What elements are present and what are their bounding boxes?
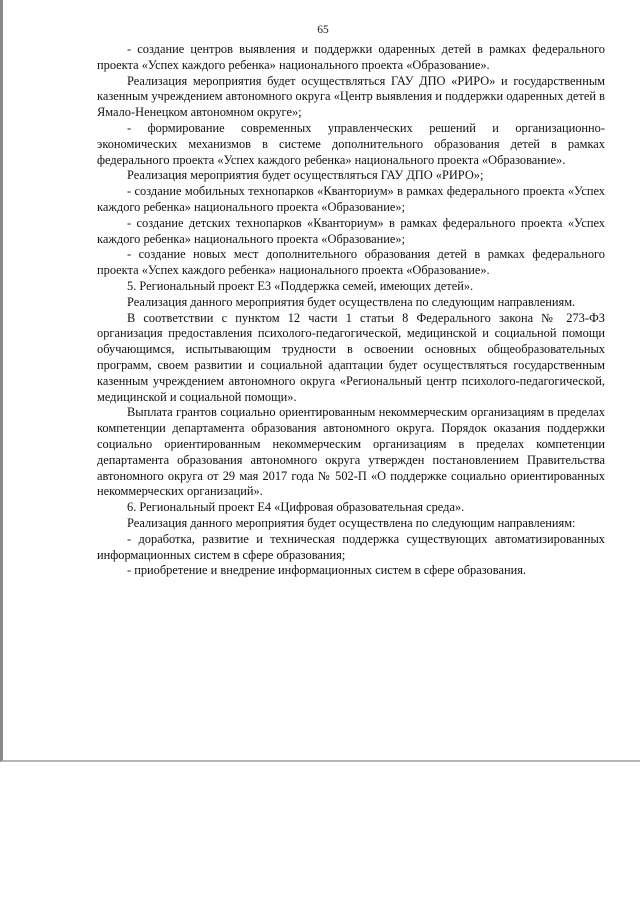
paragraph: Реализация мероприятия будет осуществляться ГАУ ДПО «РИРО»; (127, 168, 484, 183)
paragraph: - приобретение и внедрение информационных систем в сфере образования. (127, 563, 526, 578)
paragraph: - создание детских технопарков «Кванториум» в рамках федерального проекта «Успех каждого ребенка» национального проекта «Образование»; (97, 215, 605, 246)
paragraph: - доработка, развитие и техническая поддержка существующих автоматизированных информационных систем в сфере образования; (97, 531, 605, 562)
paragraph: - формирование современных управленческих решений и организационно-экономических механизмов в системе дополнительного образования детей в рамках федерального проекта «Успех каждого ребенка» национального проекта «Образование». (97, 120, 605, 167)
page-body (97, 42, 605, 579)
paragraph: Реализация данного мероприятия будет осуществлена по следующим направлениям. (127, 294, 576, 309)
paragraph: - создание центров выявления и поддержки одаренных детей в рамках федерального проекта «Успех каждого ребенка» национального проекта «Образование». (97, 42, 605, 72)
paragraph: Реализация мероприятия будет осуществляться ГАУ ДПО «РИРО» и государственным казенным учреждением автономного округа «Центр выявления и поддержки одаренных детей в Ямало-Ненецком автономном округе»; (97, 73, 605, 120)
page-number: 65 (317, 24, 329, 36)
paragraph: Реализация данного мероприятия будет осуществлена по следующим направлениям: (127, 515, 576, 530)
paragraph: В соответствии с пунктом 12 части 1 статьи 8 Федерального закона № 273-ФЗ организация предоставления психолого-педагогической, медицинской и социальной помощи обучающимся, испытывающим трудности в освоении основных общеобразовательных программ, своем развитии и социальной адаптации будет осуществляться государственным казенным учреждением автономного округа «Региональный центр психолого-педагогической, медицинской и социальной помощи». (97, 310, 605, 404)
section-heading: 5. Региональный проект Е3 «Поддержка семей, имеющих детей». (127, 278, 474, 293)
section-heading: 6. Региональный проект Е4 «Цифровая образовательная среда». (127, 500, 465, 515)
paragraph: Выплата грантов социально ориентированным некоммерческим организациям в пределах компетенции департамента образования автономного округа. Порядок оказания поддержки социально ориентированным некоммерческим организациям в пределах компетенции департамента образования автономного округа утвержден постановлением Правительства автономного округа от 29 мая 2017 года № 502-П «О поддержке социально ориентированных некоммерческих организаций». (97, 405, 605, 499)
paragraph: - создание новых мест дополнительного образования детей в рамках федерального проекта «Успех каждого ребенка» национального проекта «Образование». (97, 247, 605, 278)
paragraph: - создание мобильных технопарков «Кванториум» в рамках федерального проекта «Успех каждого ребенка» национального проекта «Образование»; (97, 184, 605, 214)
